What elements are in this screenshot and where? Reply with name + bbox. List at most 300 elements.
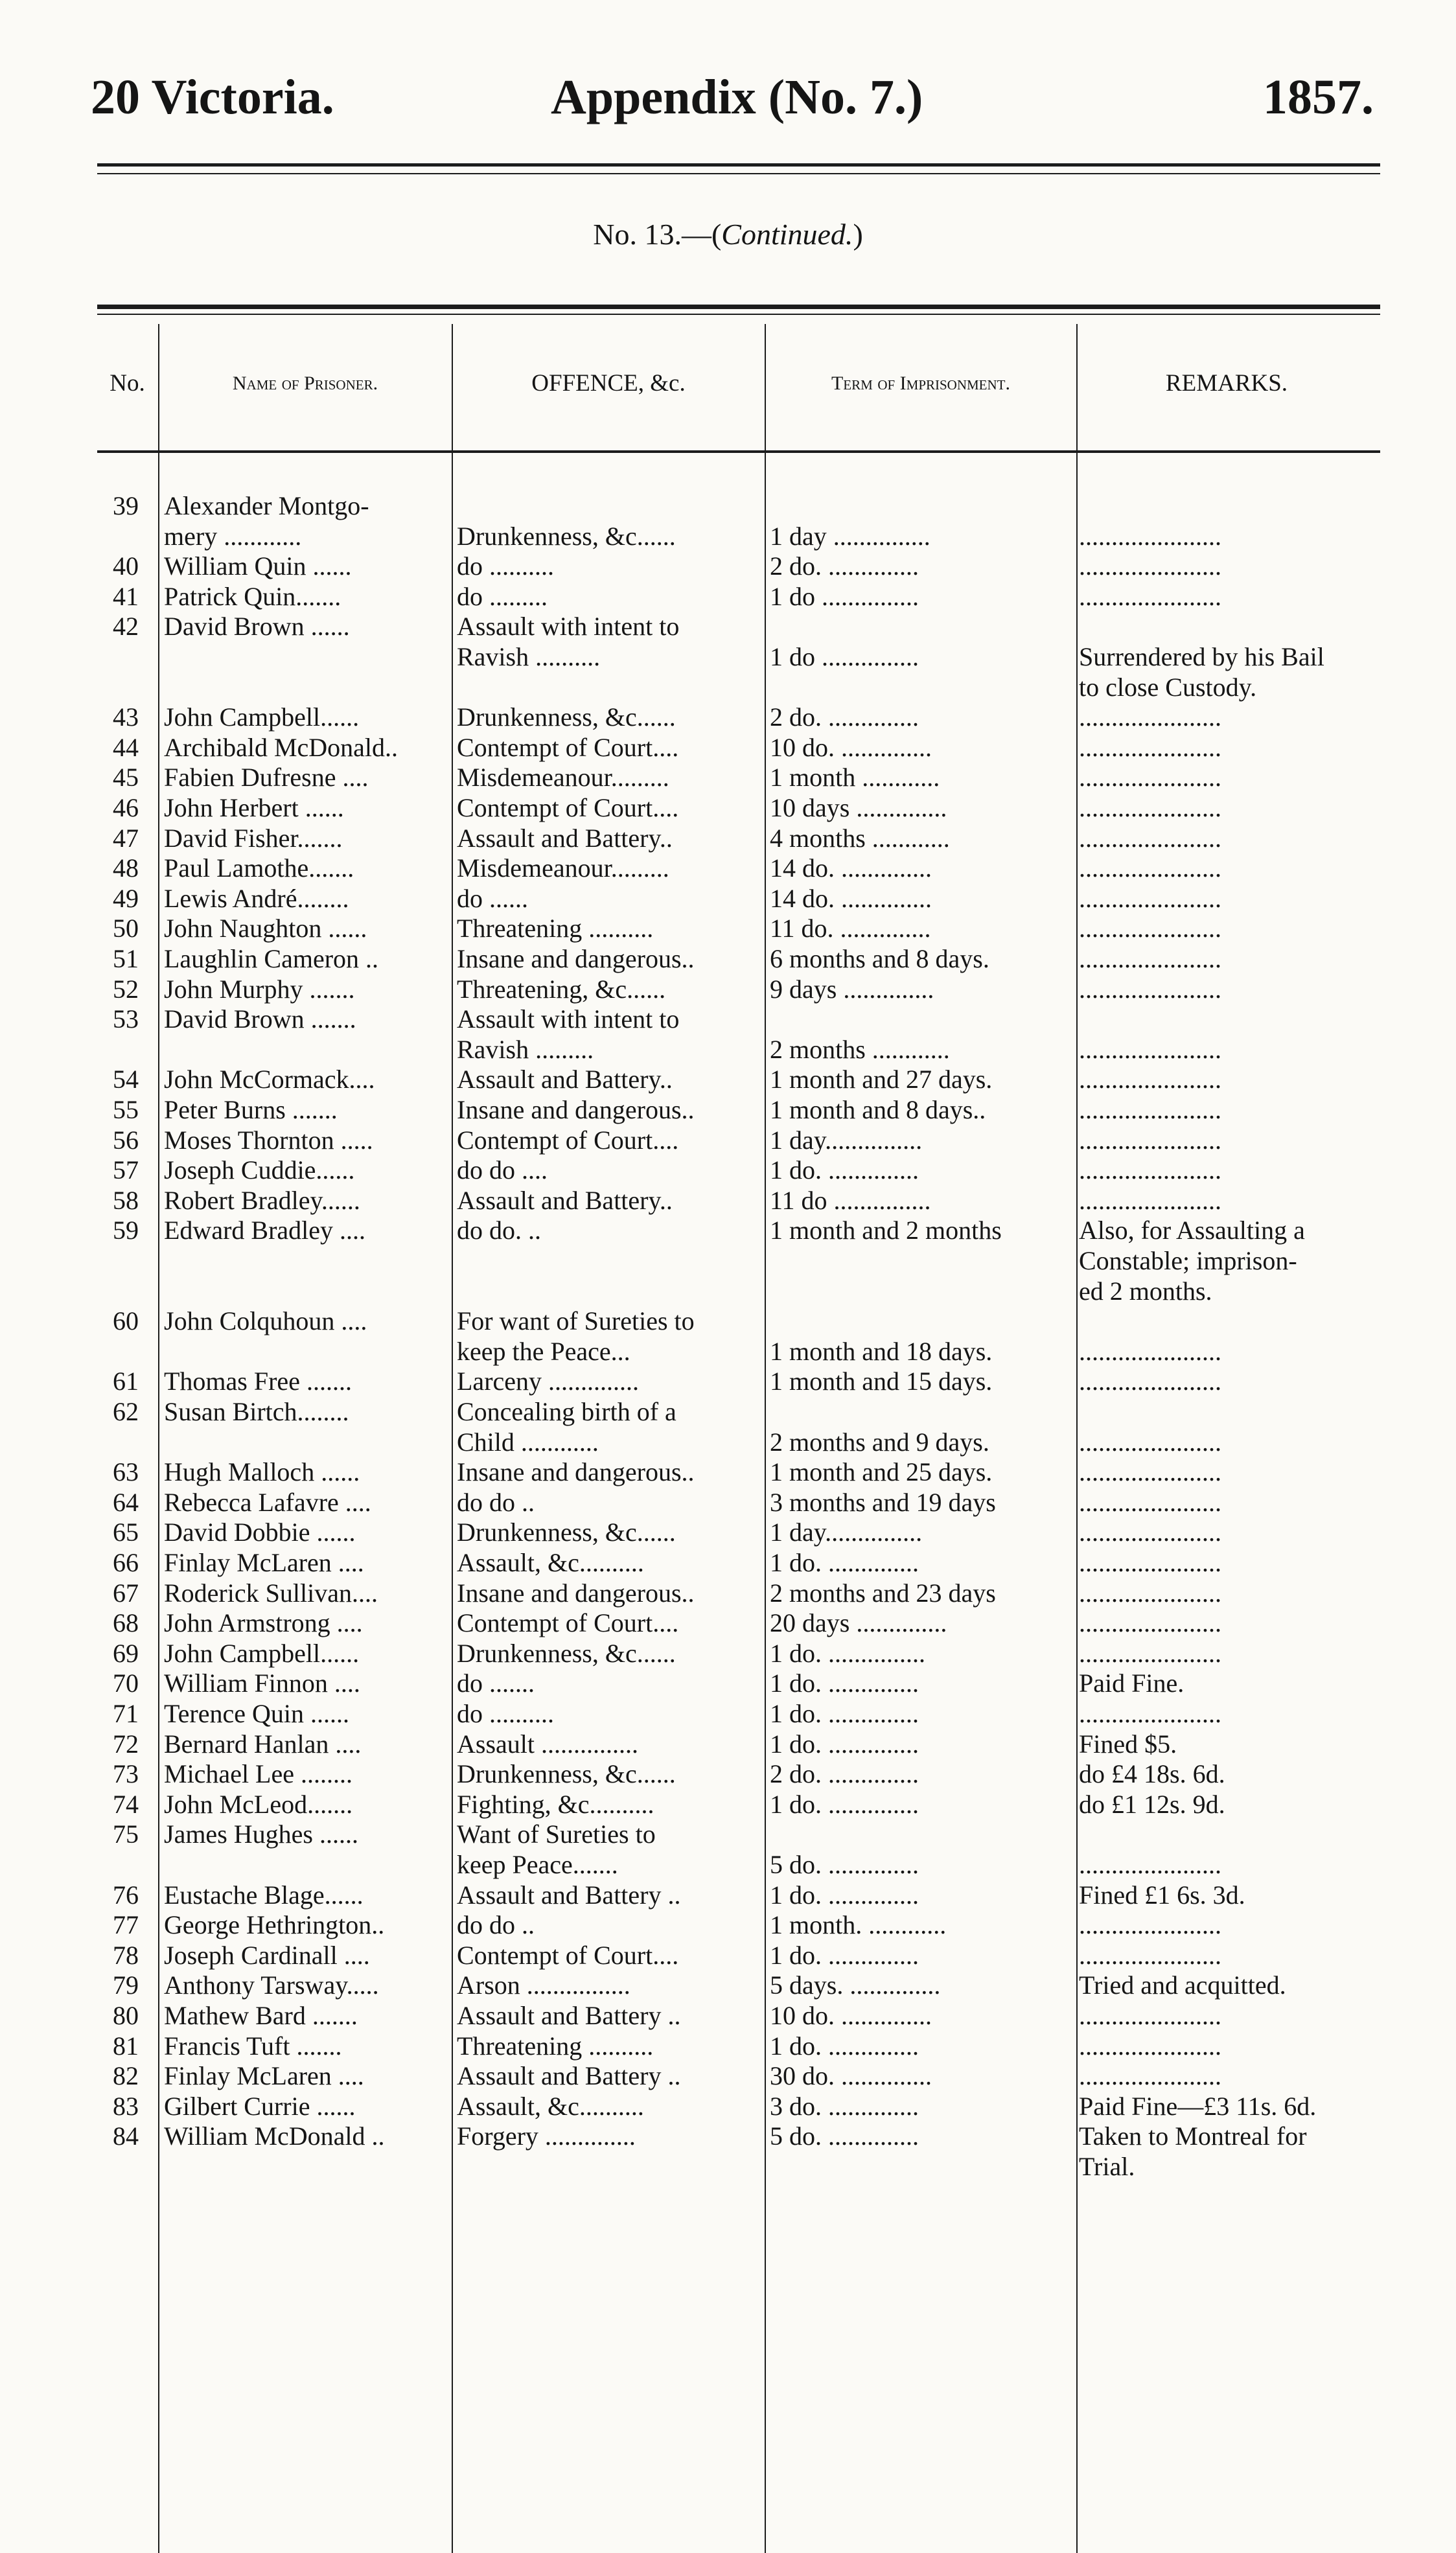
cell-name: mery ............: [164, 522, 302, 551]
cell-name: Terence Quin ......: [164, 1699, 349, 1728]
cell-term: 1 day...............: [770, 1518, 923, 1547]
cell-remarks: ......................: [1079, 1126, 1221, 1155]
cell-remarks: Fined $5.: [1079, 1729, 1177, 1759]
cell-no: 82: [113, 2061, 139, 2090]
cell-remarks: ......................: [1079, 884, 1221, 913]
cell-offence: do do ..: [457, 1910, 535, 1939]
cell-remarks: ......................: [1079, 1155, 1221, 1184]
cell-remarks: ......................: [1079, 1457, 1221, 1486]
cell-offence: do do. ..: [457, 1216, 541, 1245]
cell-offence: Drunkenness, &c......: [457, 1518, 676, 1547]
cell-remarks: ......................: [1079, 1699, 1221, 1728]
cell-offence: Larceny ..............: [457, 1367, 640, 1396]
cell-remarks: ......................: [1079, 2061, 1221, 2090]
cell-remarks: ......................: [1079, 1065, 1221, 1094]
cell-term: 1 do. ..............: [770, 1155, 919, 1184]
cell-no: 46: [113, 793, 139, 822]
header-rule-thick: [97, 163, 1380, 167]
cell-name: John Campbell......: [164, 702, 360, 732]
page-header: [84, 62, 1374, 133]
cell-name: John Colquhoun ....: [164, 1306, 367, 1335]
cell-name: David Dobbie ......: [164, 1518, 356, 1547]
cell-term: 5 do. ..............: [770, 1850, 919, 1879]
cell-term: 6 months and 8 days.: [770, 944, 989, 973]
cell-term: 3 do. ..............: [770, 2092, 919, 2121]
cell-name: John Naughton ......: [164, 914, 367, 943]
cell-remarks: [1079, 1306, 1378, 1336]
cell-no: 68: [113, 1608, 139, 1637]
cell-remarks: Taken to Montreal for: [1079, 2121, 1307, 2151]
year-label: 1857.: [1263, 70, 1374, 124]
cell-remarks: ......................: [1079, 702, 1221, 732]
cell-remarks: ......................: [1079, 733, 1221, 762]
cell-name: John Armstrong ....: [164, 1608, 363, 1637]
cell-no: [97, 1850, 139, 1880]
cell-term: 2 months and 23 days: [770, 1578, 996, 1608]
cell-no: 44: [113, 733, 139, 762]
cell-offence: do ..........: [457, 551, 554, 581]
cell-remarks: ......................: [1079, 1639, 1221, 1668]
cell-no: 65: [113, 1518, 139, 1547]
cell-remarks: ......................: [1079, 793, 1221, 822]
cell-remarks: to close Custody.: [1079, 673, 1257, 702]
cell-remarks: ......................: [1079, 522, 1221, 551]
cell-term: 1 do. ..............: [770, 1548, 919, 1577]
cell-no: 45: [113, 763, 139, 792]
cell-offence: Threatening, &c......: [457, 975, 666, 1004]
cell-no: 66: [113, 1548, 139, 1577]
cell-offence: Assault, &c..........: [457, 2092, 644, 2121]
cell-name: Finlay McLaren ....: [164, 2061, 364, 2090]
cell-no: 52: [113, 975, 139, 1004]
cell-no: 58: [113, 1186, 139, 1215]
cell-offence: do do ..: [457, 1488, 535, 1517]
cell-remarks: Fined £1 6s. 3d.: [1079, 1880, 1245, 1910]
cell-remarks: Surrendered by his Bail: [1079, 642, 1324, 671]
cell-name: Alexander Montgo-: [164, 491, 369, 520]
cell-remarks: ......................: [1079, 1910, 1221, 1939]
cell-no: 75: [113, 1819, 139, 1849]
cell-term: 2 do. ..............: [770, 702, 919, 732]
cell-no: 74: [113, 1790, 139, 1819]
cell-term: [770, 2152, 1073, 2182]
cell-offence: keep the Peace...: [457, 1337, 630, 1366]
cell-term: 1 month ............: [770, 763, 940, 792]
cell-no: 57: [113, 1155, 139, 1184]
cell-remarks: ......................: [1079, 824, 1221, 853]
cell-term: 10 days ..............: [770, 793, 947, 822]
cell-no: 53: [113, 1004, 139, 1034]
cell-no: 56: [113, 1126, 139, 1155]
cell-no: 41: [113, 582, 139, 611]
appendix-title: Appendix (No. 7.): [551, 70, 923, 124]
table-top-rule-thin: [97, 314, 1380, 315]
cell-term: [770, 491, 1073, 521]
cell-remarks: ......................: [1079, 1518, 1221, 1547]
cell-term: [770, 1819, 1073, 1849]
cell-term: 1 month and 8 days..: [770, 1095, 986, 1124]
cell-term: 1 month and 15 days.: [770, 1367, 993, 1396]
cell-name: Francis Tuft .......: [164, 2031, 342, 2061]
cell-remarks: ......................: [1079, 1186, 1221, 1215]
cell-remarks: Paid Fine—£3 11s. 6d.: [1079, 2092, 1317, 2121]
cell-name: David Brown ......: [164, 612, 350, 641]
header-rule-thin: [97, 173, 1380, 174]
cell-name: John McLeod.......: [164, 1790, 353, 1819]
table-subtitle: [0, 217, 1456, 251]
cell-term: 1 do. ..............: [770, 1790, 919, 1819]
cell-name: Robert Bradley......: [164, 1186, 360, 1215]
cell-term: [770, 1004, 1073, 1034]
cell-term: 5 days. ..............: [770, 1970, 941, 2000]
cell-no: [97, 1337, 139, 1367]
cell-name: Hugh Malloch ......: [164, 1457, 360, 1486]
cell-name: [164, 2152, 449, 2182]
cell-remarks: ......................: [1079, 1941, 1221, 1970]
cell-term: 1 do ...............: [770, 642, 919, 671]
cell-name: Michael Lee ........: [164, 1759, 352, 1788]
cell-offence: Drunkenness, &c......: [457, 1639, 676, 1668]
column-header-name: Name of Prisoner.: [232, 373, 378, 394]
cell-offence: keep Peace.......: [457, 1850, 618, 1879]
cell-no: 71: [113, 1699, 139, 1728]
cell-term: 9 days ..............: [770, 975, 934, 1004]
cell-remarks: [1079, 1004, 1378, 1034]
cell-name: James Hughes ......: [164, 1819, 358, 1849]
cell-remarks: ......................: [1079, 1095, 1221, 1124]
cell-remarks: ......................: [1079, 551, 1221, 581]
cell-name: Laughlin Cameron ..: [164, 944, 379, 973]
cell-name: Roderick Sullivan....: [164, 1578, 378, 1608]
cell-no: 79: [113, 1970, 139, 2000]
cell-name: George Hethrington..: [164, 1910, 385, 1939]
subtitle-number: No. 13.—(: [593, 218, 722, 251]
cell-no: 43: [113, 702, 139, 732]
cell-no: 60: [113, 1306, 139, 1335]
cell-no: 77: [113, 1910, 139, 1939]
cell-no: 83: [113, 2092, 139, 2121]
cell-offence: Ravish .........: [457, 1035, 594, 1064]
cell-name: [164, 673, 449, 702]
cell-no: 54: [113, 1065, 139, 1094]
cell-offence: Assault ...............: [457, 1729, 638, 1759]
cell-offence: Assault with intent to: [457, 612, 680, 641]
cell-remarks: ed 2 months.: [1079, 1276, 1212, 1306]
cell-offence: Want of Sureties to: [457, 1819, 656, 1849]
cell-term: 1 do. ..............: [770, 1699, 919, 1728]
cell-name: Gilbert Currie ......: [164, 2092, 356, 2121]
cell-offence: For want of Sureties to: [457, 1306, 695, 1335]
cell-term: 1 do ...............: [770, 582, 919, 611]
cell-remarks: do £1 12s. 9d.: [1079, 1790, 1225, 1819]
subtitle-continued: Continued.: [721, 218, 853, 251]
header-bottom-rule: [97, 450, 1380, 453]
cell-name: Moses Thornton .....: [164, 1126, 373, 1155]
cell-offence: Contempt of Court....: [457, 1126, 679, 1155]
cell-name: William McDonald ..: [164, 2121, 385, 2151]
column-header-no: No.: [110, 370, 145, 397]
cell-offence: do .......: [457, 1669, 535, 1698]
cell-offence: Contempt of Court....: [457, 1941, 679, 1970]
cell-no: 63: [113, 1457, 139, 1486]
column-divider: [158, 324, 159, 2553]
cell-term: 1 do. ...............: [770, 1639, 925, 1668]
cell-term: 1 do. ..............: [770, 1669, 919, 1698]
cell-no: 39: [113, 491, 139, 520]
cell-name: [164, 642, 449, 672]
cell-offence: Contempt of Court....: [457, 1608, 679, 1637]
cell-no: [97, 1035, 139, 1065]
cell-offence: [457, 1246, 761, 1276]
cell-name: [164, 1276, 449, 1306]
cell-offence: [457, 491, 761, 521]
cell-name: Paul Lamothe.......: [164, 853, 354, 883]
cell-term: 14 do. ..............: [770, 853, 932, 883]
cell-remarks: [1079, 1819, 1378, 1849]
cell-remarks: Trial.: [1079, 2152, 1135, 2181]
cell-offence: Insane and dangerous..: [457, 1095, 695, 1124]
cell-offence: Insane and dangerous..: [457, 944, 695, 973]
cell-remarks: ......................: [1079, 1035, 1221, 1064]
cell-term: 30 do. ..............: [770, 2061, 932, 2090]
cell-term: 1 day ...............: [770, 522, 930, 551]
cell-no: 72: [113, 1729, 139, 1759]
cell-term: 1 month and 27 days.: [770, 1065, 993, 1094]
cell-offence: [457, 1276, 761, 1306]
cell-no: 51: [113, 944, 139, 973]
cell-name: William Finnon ....: [164, 1669, 360, 1698]
cell-offence: Ravish ..........: [457, 642, 601, 671]
cell-term: [770, 673, 1073, 702]
cell-offence: Threatening ..........: [457, 2031, 654, 2061]
cell-no: 55: [113, 1095, 139, 1124]
cell-no: 80: [113, 2001, 139, 2030]
cell-offence: Assault and Battery ..: [457, 1880, 681, 1910]
cell-remarks: ......................: [1079, 975, 1221, 1004]
cell-offence: Contempt of Court....: [457, 793, 679, 822]
cell-remarks: Tried and acquitted.: [1079, 1970, 1286, 2000]
cell-remarks: [1079, 491, 1378, 521]
cell-name: Anthony Tarsway.....: [164, 1970, 379, 2000]
cell-offence: Drunkenness, &c......: [457, 702, 676, 732]
cell-remarks: Also, for Assaulting a: [1079, 1216, 1305, 1245]
cell-no: 84: [113, 2121, 139, 2151]
cell-term: 3 months and 19 days: [770, 1488, 996, 1517]
cell-no: [97, 642, 139, 672]
cell-name: Joseph Cuddie......: [164, 1155, 355, 1184]
cell-name: David Brown .......: [164, 1004, 356, 1034]
cell-offence: Concealing birth of a: [457, 1397, 676, 1426]
cell-no: 67: [113, 1578, 139, 1608]
cell-name: David Fisher.......: [164, 824, 343, 853]
cell-remarks: ......................: [1079, 1548, 1221, 1577]
cell-no: 70: [113, 1669, 139, 1698]
cell-no: [97, 673, 139, 702]
cell-name: Finlay McLaren ....: [164, 1548, 364, 1577]
cell-offence: Assault and Battery..: [457, 824, 673, 853]
cell-name: John McCormack....: [164, 1065, 375, 1094]
cell-offence: Child ............: [457, 1427, 599, 1457]
cell-remarks: ......................: [1079, 1337, 1221, 1366]
cell-term: [770, 612, 1073, 641]
column-divider: [452, 324, 453, 2553]
cell-offence: Insane and dangerous..: [457, 1457, 695, 1486]
cell-remarks: Paid Fine.: [1079, 1669, 1184, 1698]
cell-name: Rebecca Lafavre ....: [164, 1488, 371, 1517]
cell-term: 1 do. ..............: [770, 1880, 919, 1910]
cell-remarks: [1079, 612, 1378, 641]
cell-remarks: do £4 18s. 6d.: [1079, 1759, 1225, 1788]
cell-offence: do do ....: [457, 1155, 548, 1184]
column-divider: [1076, 324, 1078, 2553]
cell-term: [770, 1276, 1073, 1306]
cell-no: 76: [113, 1880, 139, 1910]
cell-no: 40: [113, 551, 139, 581]
table-top-rule-thick: [97, 305, 1380, 309]
cell-term: 4 months ............: [770, 824, 950, 853]
cell-offence: Misdemeanour.........: [457, 763, 669, 792]
cell-no: 49: [113, 884, 139, 913]
cell-no: 47: [113, 824, 139, 853]
cell-remarks: ......................: [1079, 1608, 1221, 1637]
cell-term: 5 do. ..............: [770, 2121, 919, 2151]
cell-name: Mathew Bard .......: [164, 2001, 358, 2030]
cell-offence: Insane and dangerous..: [457, 1578, 695, 1608]
cell-remarks: ......................: [1079, 582, 1221, 611]
cell-no: 48: [113, 853, 139, 883]
cell-term: 2 do. ..............: [770, 551, 919, 581]
cell-name: Edward Bradley ....: [164, 1216, 366, 1245]
cell-offence: Assault, &c..........: [457, 1548, 644, 1577]
cell-remarks: ......................: [1079, 2031, 1221, 2061]
cell-name: [164, 1035, 449, 1065]
cell-remarks: ......................: [1079, 1578, 1221, 1608]
cell-term: 14 do. ..............: [770, 884, 932, 913]
cell-remarks: ......................: [1079, 1427, 1221, 1457]
cell-no: 50: [113, 914, 139, 943]
cell-remarks: ......................: [1079, 914, 1221, 943]
cell-name: [164, 1427, 449, 1457]
cell-no: 73: [113, 1759, 139, 1788]
cell-term: [770, 1306, 1073, 1336]
cell-offence: [457, 673, 761, 702]
cell-no: 78: [113, 1941, 139, 1970]
cell-name: John Murphy .......: [164, 975, 355, 1004]
cell-name: Peter Burns .......: [164, 1095, 338, 1124]
cell-no: [97, 2152, 139, 2182]
cell-name: [164, 1850, 449, 1880]
cell-name: [164, 1246, 449, 1276]
cell-remarks: ......................: [1079, 944, 1221, 973]
cell-name: Archibald McDonald..: [164, 733, 399, 762]
cell-term: 2 months and 9 days.: [770, 1427, 989, 1457]
cell-no: 61: [113, 1367, 139, 1396]
cell-term: 20 days ..............: [770, 1608, 947, 1637]
cell-name: Thomas Free .......: [164, 1367, 352, 1396]
cell-term: 1 month and 2 months: [770, 1216, 1002, 1245]
cell-no: 59: [113, 1216, 139, 1245]
cell-no: 62: [113, 1397, 139, 1426]
cell-no: [97, 1276, 139, 1306]
cell-remarks: ......................: [1079, 763, 1221, 792]
cell-name: Fabien Dufresne ....: [164, 763, 369, 792]
cell-no: [97, 522, 139, 551]
cell-term: 2 months ............: [770, 1035, 950, 1064]
cell-name: John Campbell......: [164, 1639, 360, 1668]
cell-remarks: ......................: [1079, 1850, 1221, 1879]
cell-name: Patrick Quin.......: [164, 582, 341, 611]
cell-term: 1 day...............: [770, 1126, 923, 1155]
cell-offence: do ..........: [457, 1699, 554, 1728]
cell-name: Joseph Cardinall ....: [164, 1941, 370, 1970]
cell-term: 1 do. ..............: [770, 2031, 919, 2061]
cell-term: 11 do. ..............: [770, 914, 931, 943]
cell-no: 81: [113, 2031, 139, 2061]
column-divider: [765, 324, 766, 2553]
cell-name: Bernard Hanlan ....: [164, 1729, 362, 1759]
cell-offence: Drunkenness, &c......: [457, 1759, 676, 1788]
cell-offence: Assault and Battery..: [457, 1186, 673, 1215]
cell-offence: Assault and Battery ..: [457, 2061, 681, 2090]
column-header-offence: OFFENCE, &c.: [531, 370, 686, 397]
cell-term: 2 do. ..............: [770, 1759, 919, 1788]
column-header-remarks: REMARKS.: [1165, 370, 1288, 397]
subtitle-close: ): [853, 218, 863, 251]
cell-name: Lewis André........: [164, 884, 349, 913]
cell-remarks: ......................: [1079, 853, 1221, 883]
cell-no: 64: [113, 1488, 139, 1517]
cell-name: Susan Birtch........: [164, 1397, 349, 1426]
cell-term: 10 do. ..............: [770, 733, 932, 762]
cell-term: 10 do. ..............: [770, 2001, 932, 2030]
cell-offence: do .........: [457, 582, 548, 611]
cell-offence: [457, 2152, 761, 2182]
cell-offence: Assault and Battery ..: [457, 2001, 681, 2030]
cell-term: [770, 1246, 1073, 1276]
cell-remarks: [1079, 1397, 1378, 1427]
cell-term: 1 do. ..............: [770, 1941, 919, 1970]
cell-offence: Drunkenness, &c......: [457, 522, 676, 551]
cell-term: 1 month and 18 days.: [770, 1337, 993, 1366]
cell-offence: Threatening ..........: [457, 914, 654, 943]
cell-term: [770, 1397, 1073, 1427]
cell-name: [164, 1337, 449, 1367]
cell-no: [97, 1246, 139, 1276]
session-label: 20 Victoria.: [91, 70, 334, 124]
cell-remarks: ......................: [1079, 1488, 1221, 1517]
cell-no: 69: [113, 1639, 139, 1668]
cell-offence: Fighting, &c..........: [457, 1790, 654, 1819]
cell-offence: do ......: [457, 884, 528, 913]
cell-remarks: ......................: [1079, 1367, 1221, 1396]
cell-term: 1 month. ............: [770, 1910, 947, 1939]
cell-remarks: Constable; imprison-: [1079, 1246, 1297, 1275]
cell-offence: Forgery ..............: [457, 2121, 636, 2151]
cell-offence: Assault with intent to: [457, 1004, 680, 1034]
cell-offence: Contempt of Court....: [457, 733, 679, 762]
cell-no: 42: [113, 612, 139, 641]
cell-no: [97, 1427, 139, 1457]
cell-name: John Herbert ......: [164, 793, 344, 822]
cell-offence: Misdemeanour.........: [457, 853, 669, 883]
cell-offence: Assault and Battery..: [457, 1065, 673, 1094]
cell-term: 11 do ...............: [770, 1186, 931, 1215]
column-header-term: Term of Imprisonment.: [831, 373, 1011, 394]
cell-name: Eustache Blage......: [164, 1880, 364, 1910]
cell-name: William Quin ......: [164, 551, 352, 581]
cell-term: 1 month and 25 days.: [770, 1457, 993, 1486]
cell-remarks: ......................: [1079, 2001, 1221, 2030]
